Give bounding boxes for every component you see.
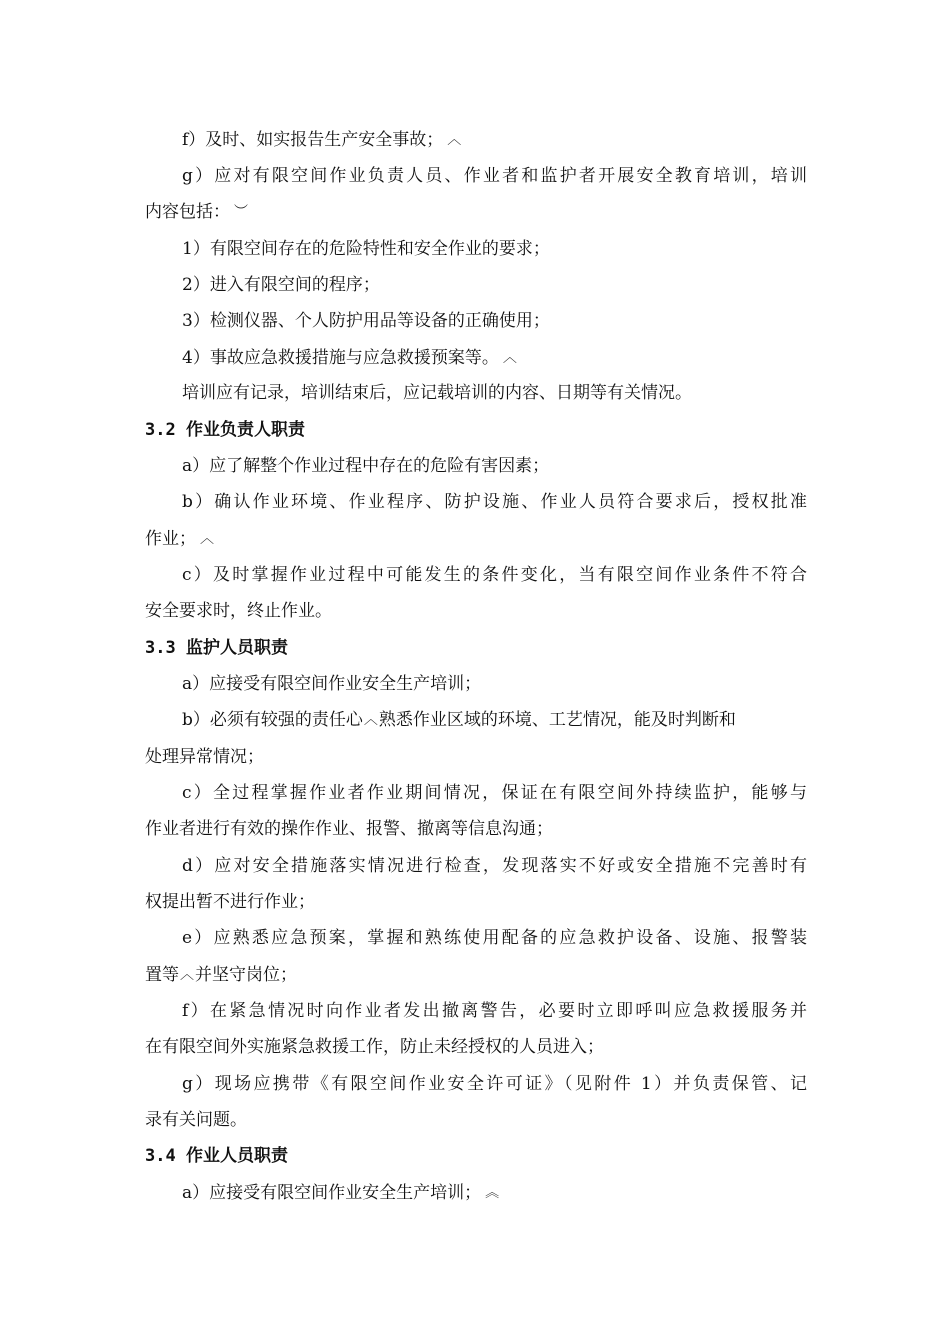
- section-number: 3.4: [145, 1146, 176, 1166]
- paragraph-3-2-c-line2: 安全要求时，终止作业。: [145, 601, 332, 621]
- list-item-3: 3）检测仪器、个人防护用品等设备的正确使用；: [182, 311, 550, 331]
- paragraph-3-2-c-line1: c）及时掌握作业过程中可能发生的条件变化，当有限空间作业条件不符合: [182, 565, 807, 585]
- list-item-2: 2）进入有限空间的程序；: [182, 275, 380, 295]
- double-caret-mark-icon: ︽: [485, 1185, 500, 1201]
- paragraph-3-3-c-line1: c）全过程掌握作业者作业期间情况，保证在有限空间外持续监护，能够与: [182, 783, 807, 803]
- section-title: 监护人员职责: [185, 638, 288, 658]
- text: 并坚守岗位；: [195, 965, 297, 985]
- text: 4）事故应急救援措施与应急救援预案等。: [182, 348, 499, 368]
- paragraph-3-3-d-line2: 权提出暂不进行作业；: [145, 892, 315, 912]
- text: a）应接受有限空间作业安全生产培训；: [182, 1183, 482, 1203]
- paragraph-3-3-e-line2: [145, 963, 297, 987]
- section-heading-3-2: [145, 418, 305, 442]
- text: 作业；: [145, 529, 196, 549]
- caret-mark-icon: ︿: [200, 531, 214, 547]
- paragraph-3-1-f: [182, 128, 461, 152]
- paragraph-3-2-b-line1: b）确认作业环境、作业程序、防护设施、作业人员符合要求后，授权批准: [182, 492, 807, 512]
- section-number: 3.3: [145, 638, 176, 658]
- section-title: 作业人员职责: [185, 1146, 288, 1166]
- paragraph-3-3-g-line1: g）现场应携带《有限空间作业安全许可证》（见附件 1）并负责保管、记: [182, 1074, 807, 1094]
- paragraph-3-3-e-line1: e）应熟悉应急预案，掌握和熟练使用配备的应急救护设备、设施、报警装: [182, 928, 807, 948]
- paragraph-3-2-b-line2: [145, 527, 214, 551]
- text: 熟悉作业区域的环境、工艺情况，能及时判断和: [378, 710, 736, 730]
- paragraph-3-4-a: [182, 1181, 499, 1205]
- paragraph-3-1-g-line2: [145, 200, 248, 224]
- caret-mark-icon: ︿: [447, 132, 462, 148]
- paragraph-3-3-f-line1: f）在紧急情况时向作业者发出撤离警告，必要时立即呼叫应急救援服务并: [182, 1001, 807, 1021]
- paragraph-3-3-a: a）应接受有限空间作业安全生产培训；: [182, 674, 482, 694]
- list-item-1: 1）有限空间存在的危险特性和安全作业的要求；: [182, 239, 550, 259]
- paragraph-3-1-g-line1: g）应对有限空间作业负责人员、作业者和监护者开展安全教育培训，培训: [182, 166, 807, 186]
- caret-mark-icon: ︿: [502, 350, 517, 366]
- text: b）必须有较强的责任心: [182, 710, 363, 730]
- list-item-4: [182, 346, 517, 370]
- bracket-mark-icon: ︶: [234, 204, 248, 220]
- paragraph-3-3-f-line2: 在有限空间外实施紧急救援工作，防止未经授权的人员进入；: [145, 1037, 604, 1057]
- paragraph-3-3-d-line1: d）应对安全措施落实情况进行检查，发现落实不好或安全措施不完善时有: [182, 856, 807, 876]
- text: 置等: [145, 965, 179, 985]
- caret-mark-icon: ︿: [363, 712, 378, 728]
- section-heading-3-4: [145, 1144, 288, 1168]
- section-number: 3.2: [145, 420, 176, 440]
- paragraph-3-3-c-line2: 作业者进行有效的操作作业、报警、撤离等信息沟通；: [145, 819, 553, 839]
- paragraph-3-3-b-line1: [182, 708, 736, 732]
- text: 内容包括：: [145, 202, 230, 222]
- paragraph-3-3-b-line2: 处理异常情况；: [145, 747, 264, 767]
- paragraph-3-3-g-line2: 录有关问题。: [145, 1110, 247, 1130]
- paragraph-3-2-a: a）应了解整个作业过程中存在的危险有害因素；: [182, 456, 550, 476]
- section-heading-3-3: [145, 636, 288, 660]
- caret-mark-icon: ︿: [180, 967, 194, 983]
- text: f）及时、如实报告生产安全事故；: [182, 130, 444, 150]
- section-title: 作业负责人职责: [185, 420, 305, 440]
- paragraph-training-record: 培训应有记录，培训结束后，应记载培训的内容、日期等有关情况。: [182, 383, 692, 403]
